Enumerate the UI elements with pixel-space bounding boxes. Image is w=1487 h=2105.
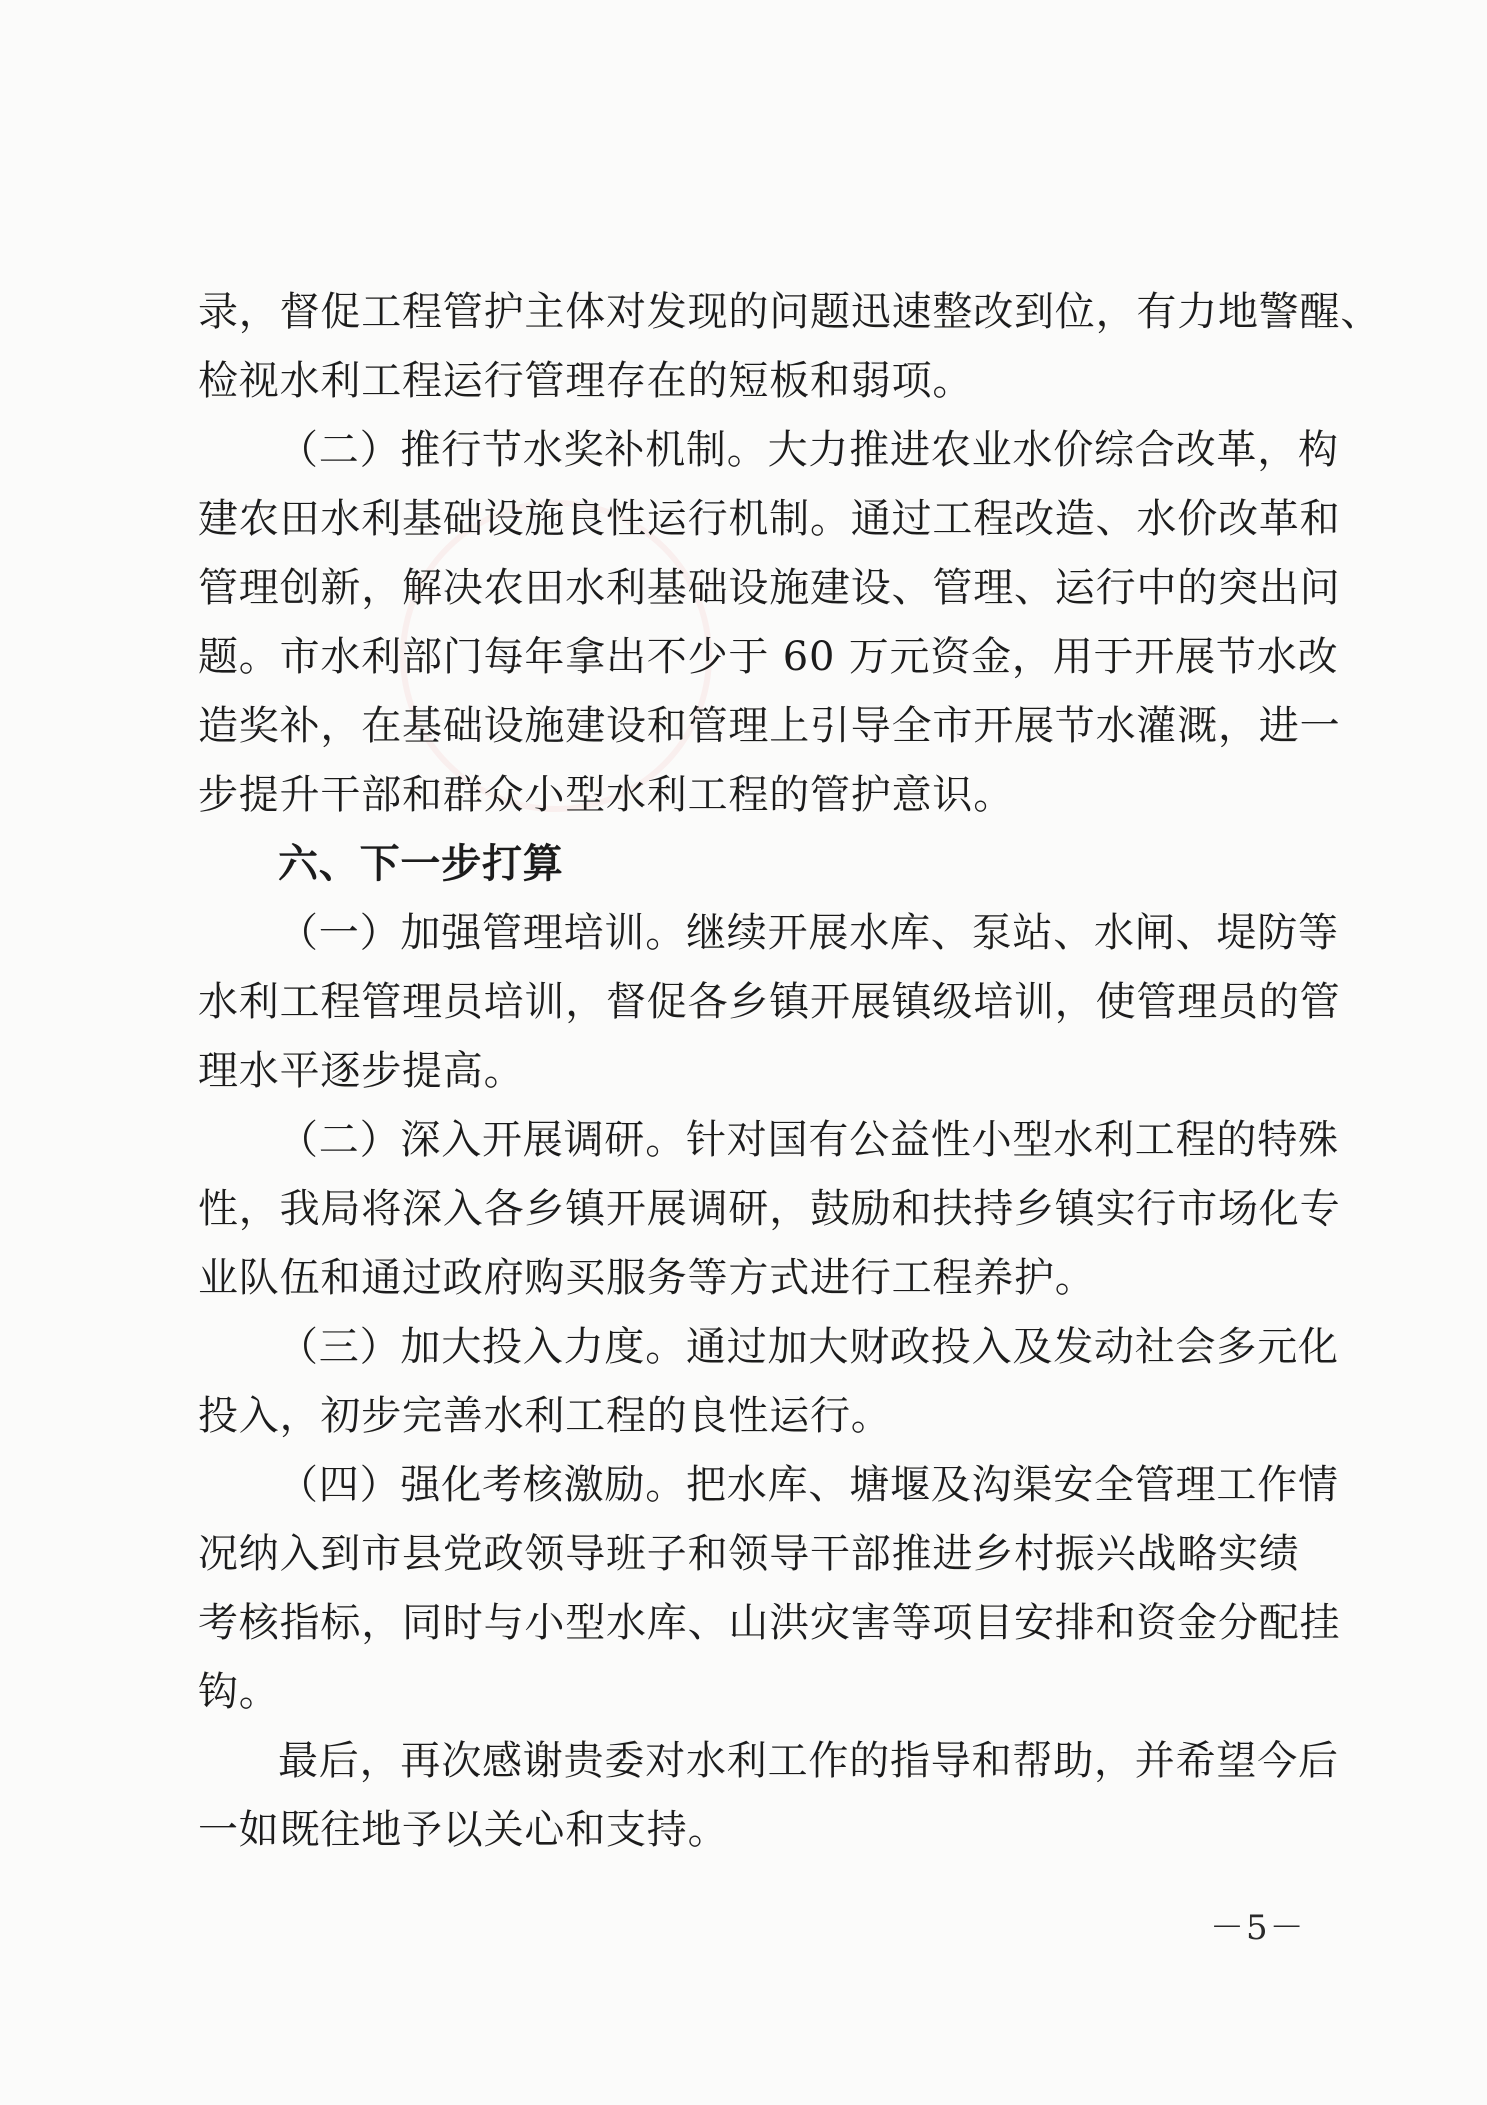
- text-line: 建农田水利基础设施良性运行机制。通过工程改造、水价改革和: [198, 496, 1341, 542]
- text-line: 管理创新，解决农田水利基础设施建设、管理、运行中的突出问: [198, 565, 1341, 611]
- text-line: 理水平逐步提高。: [198, 1048, 525, 1094]
- text-line: 录，督促工程管护主体对发现的问题迅速整改到位，有力地警醒、: [198, 289, 1382, 335]
- text-line: 业队伍和通过政府购买服务等方式进行工程养护。: [198, 1255, 1096, 1301]
- text-line: 况纳入到市县党政领导班子和领导干部推进乡村振兴战略实绩: [198, 1531, 1300, 1577]
- text-line: 钩。: [198, 1669, 280, 1715]
- text-line: 题。市水利部门每年拿出不少于 60 万元资金，用于开展节水改: [198, 634, 1339, 680]
- paragraph-start: （二）推行节水奖补机制。大力推进农业水价综合改革，构: [278, 427, 1339, 473]
- text-line: 一如既往地予以关心和支持。: [198, 1807, 729, 1853]
- paragraph-start: （四）强化考核激励。把水库、塘堰及沟渠安全管理工作情: [278, 1462, 1339, 1508]
- paragraph-start: 最后，再次感谢贵委对水利工作的指导和帮助，并希望今后: [278, 1738, 1339, 1784]
- text-line: 投入，初步完善水利工程的良性运行。: [198, 1393, 892, 1439]
- text-line: 检视水利工程运行管理存在的短板和弱项。: [198, 358, 974, 404]
- section-heading: 六、下一步打算: [278, 841, 564, 887]
- text-line: 造奖补，在基础设施建设和管理上引导全市开展节水灌溉，进一: [198, 703, 1341, 749]
- text-line: 考核指标，同时与小型水库、山洪灾害等项目安排和资金分配挂: [198, 1600, 1341, 1646]
- paragraph-start: （三）加大投入力度。通过加大财政投入及发动社会多元化: [278, 1324, 1339, 1370]
- paragraph-start: （一）加强管理培训。继续开展水库、泵站、水闸、堤防等: [278, 910, 1339, 956]
- text-line: 性，我局将深入各乡镇开展调研，鼓励和扶持乡镇实行市场化专: [198, 1186, 1341, 1232]
- paragraph-start: （二）深入开展调研。针对国有公益性小型水利工程的特殊: [278, 1117, 1339, 1163]
- text-line: 水利工程管理员培训，督促各乡镇开展镇级培训，使管理员的管: [198, 979, 1341, 1025]
- body-text: [198, 278, 1382, 1865]
- text-line: 步提升干部和群众小型水利工程的管护意识。: [198, 772, 1014, 818]
- page-number: －5－: [1210, 1908, 1306, 1948]
